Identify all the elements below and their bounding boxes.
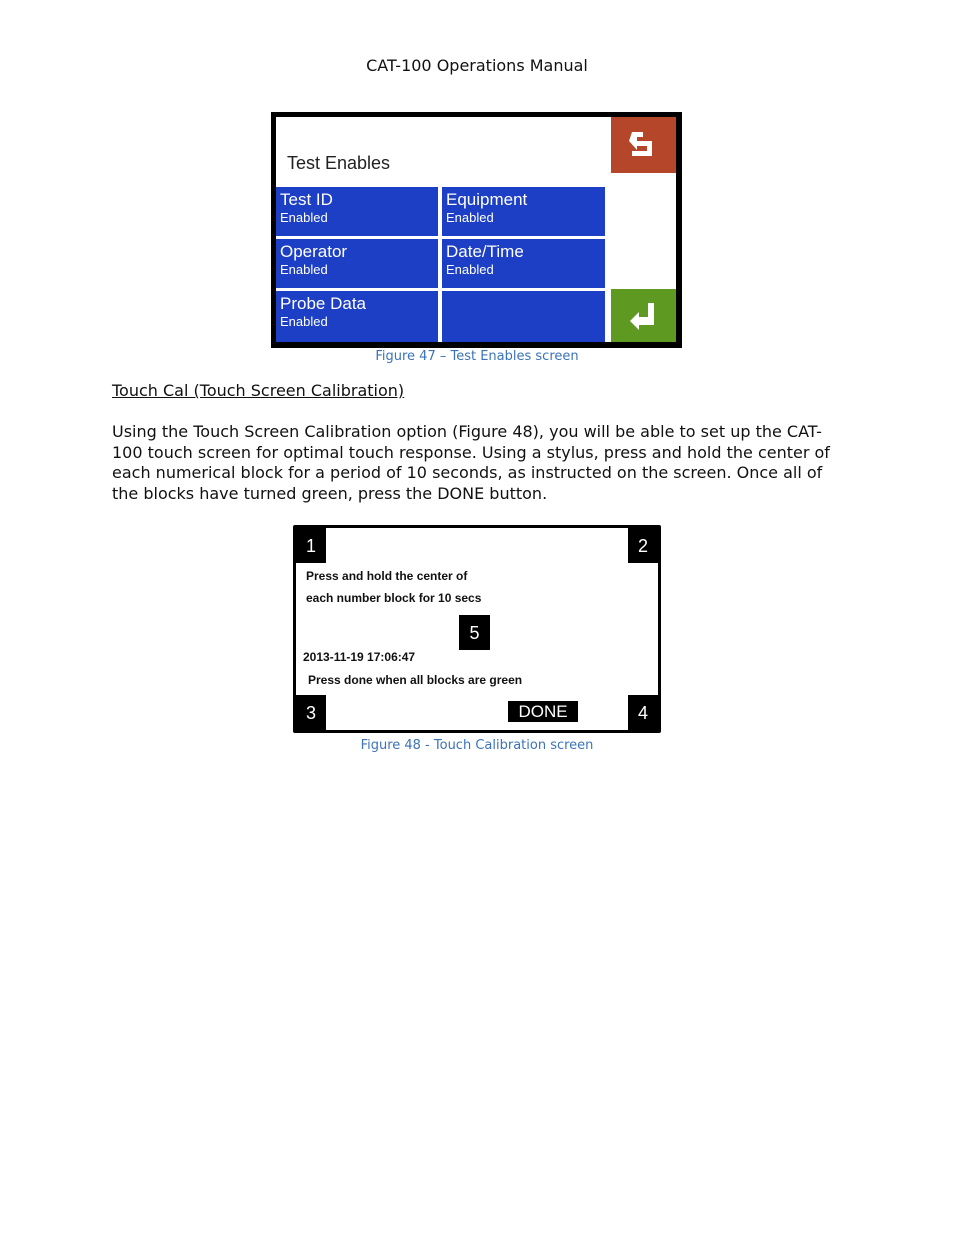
calibration-block-1[interactable]: 1	[296, 528, 326, 563]
instruction-line-2: each number block for 10 secs	[306, 591, 482, 605]
calibration-block-3[interactable]: 3	[296, 695, 326, 730]
instruction-line-1: Press and hold the center of	[306, 569, 468, 583]
screen-title: Test Enables	[287, 153, 391, 173]
section-heading: Touch Cal (Touch Screen Calibration)	[112, 381, 405, 400]
tile-label: Test ID	[280, 190, 333, 209]
tile-date-time[interactable]	[442, 239, 605, 288]
tile-label: Probe Data	[280, 294, 366, 313]
touch-calibration-screen	[296, 528, 658, 730]
tile-probe-data[interactable]	[276, 291, 438, 342]
figure-47-caption: Figure 47 – Test Enables screen	[375, 349, 579, 364]
section-paragraph: Using the Touch Screen Calibration option (Figure 48), you will be able to set up the CAT-100 touch screen for optimal touch response. Using a stylus, press and hold the center of each numerical block for a period of 10 seconds, as instructed on the screen. Once all of the blocks have turned green, press the DONE button.	[112, 422, 830, 503]
calibration-block-2[interactable]: 2	[628, 528, 658, 563]
figure-48-caption: Figure 48 - Touch Calibration screen	[360, 738, 594, 753]
tile-status: Enabled	[446, 262, 494, 277]
tile-operator[interactable]	[276, 239, 438, 288]
tile-equipment[interactable]	[442, 187, 605, 236]
enter-arrow-icon	[628, 301, 658, 331]
enter-button[interactable]	[611, 289, 676, 342]
test-enables-screen	[276, 117, 676, 342]
tile-status: Enabled	[280, 262, 328, 277]
tile-status: Enabled	[446, 210, 494, 225]
document-header: CAT-100 Operations Manual	[366, 56, 588, 75]
test-enables-screenshot	[271, 112, 682, 348]
back-button[interactable]	[611, 117, 676, 173]
touch-calibration-screenshot	[293, 525, 661, 733]
done-hint: Press done when all blocks are green	[308, 673, 523, 687]
tile-test-id[interactable]	[276, 187, 438, 236]
tile-label: Date/Time	[446, 242, 524, 261]
tile-empty[interactable]	[442, 291, 605, 342]
tile-label: Operator	[280, 242, 348, 261]
tile-label: Equipment	[446, 190, 528, 209]
calibration-block-4[interactable]: 4	[628, 695, 658, 730]
done-button[interactable]: DONE	[508, 701, 578, 722]
back-arrow-icon	[628, 129, 658, 159]
calibration-block-5[interactable]: 5	[459, 615, 490, 650]
tile-status: Enabled	[280, 314, 328, 329]
tile-status: Enabled	[280, 210, 328, 225]
timestamp: 2013-11-19 17:06:47	[303, 650, 416, 664]
